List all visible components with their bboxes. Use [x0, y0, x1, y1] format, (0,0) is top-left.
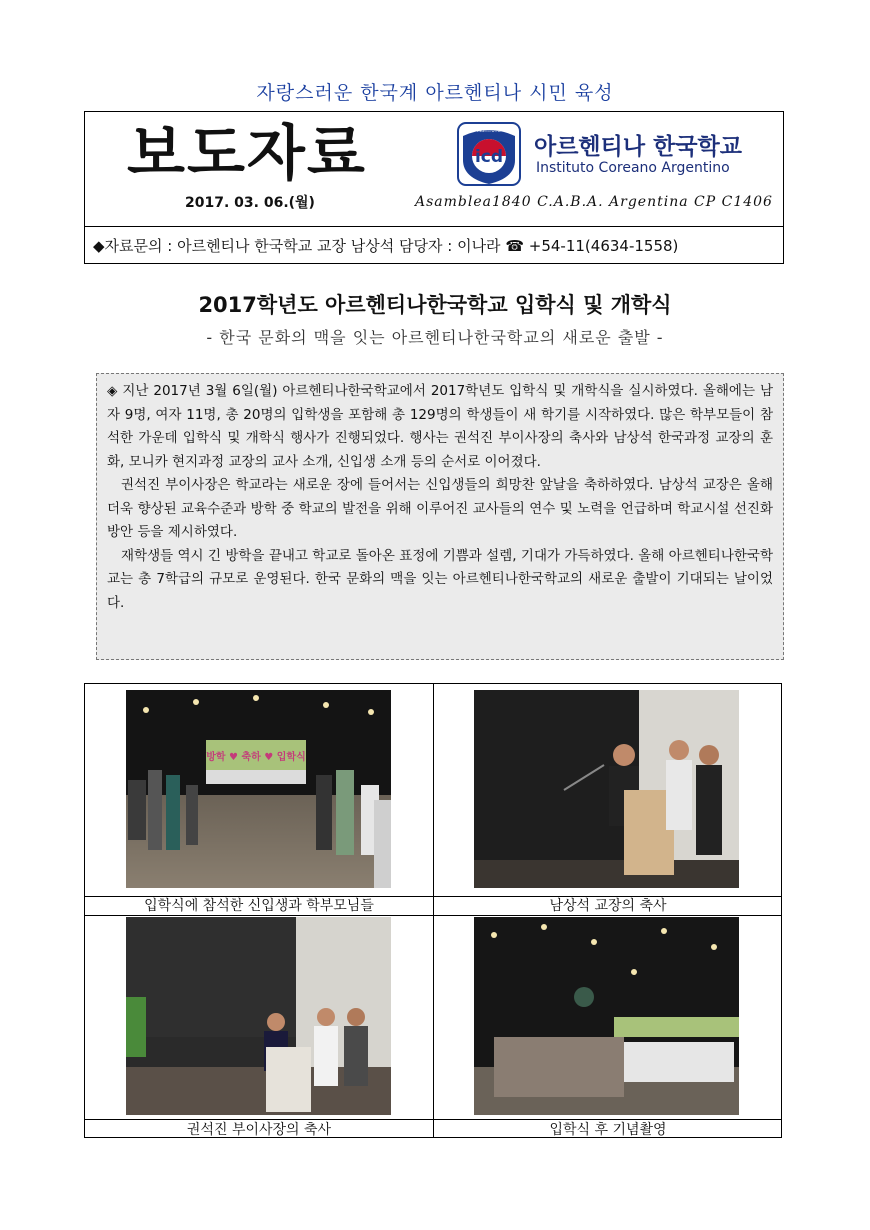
- photo-principal-speech: [474, 690, 739, 888]
- body-paragraph-2: 권석진 부이사장은 학교라는 새로운 장에 들어서는 신입생들의 희망찬 앞날을 축하하였다. 남상석 교장은 올해 더욱 향상된 교육수준과 방학 중 학교의 발전을 위해 이루어진 교사들의 연수 및 노력을 언급하며 학교시설 선진화 방안 등을 제시하였다.: [107, 477, 773, 540]
- photo-vice-chairman-speech: [126, 917, 391, 1115]
- grid-divider: [85, 915, 781, 916]
- school-address: Asamblea1840 C.A.B.A. Argentina CP C1406: [415, 194, 773, 210]
- article-body: [96, 373, 784, 660]
- photo-caption: 입학식 후 기념촬영: [549, 1122, 667, 1138]
- school-name-spanish: Instituto Coreano Argentino: [536, 160, 730, 176]
- photo-caption: 남상석 교장의 축사: [549, 898, 667, 914]
- svg-text:INSTITUTO: INSTITUTO: [477, 129, 501, 134]
- school-name-korean: 아르헨티나 한국학교: [534, 134, 742, 160]
- grid-divider: [85, 1119, 781, 1120]
- header-divider: [85, 226, 783, 227]
- article-headline: 2017학년도 아르헨티나한국학교 입학식 및 개학식: [198, 293, 672, 317]
- school-logo: [457, 122, 521, 186]
- release-date: 2017. 03. 06.(월): [185, 195, 315, 211]
- stage-banner-text: 방학 ♥ 축하 ♥ 입학식: [206, 752, 306, 763]
- contact-info: ◆자료문의 : 아르헨티나 한국학교 교장 남상석 담당자 : 이나라 ☎ +54-11(4634-1558): [93, 237, 679, 255]
- slogan: 자랑스러운 한국계 아르헨티나 시민 육성: [256, 82, 614, 104]
- photo-audience: [126, 690, 391, 888]
- photo-grid: [84, 683, 782, 1138]
- photo-group: [474, 917, 739, 1115]
- photo-caption: 권석진 부이사장의 축사: [186, 1122, 332, 1138]
- article-subheadline: - 한국 문화의 맥을 잇는 아르헨티나한국학교의 새로운 출발 -: [206, 328, 664, 347]
- press-release-header: [84, 111, 784, 264]
- photo-caption: 입학식에 참석한 신입생과 학부모님들: [144, 898, 374, 914]
- page-title: 보도자료: [127, 119, 367, 189]
- body-paragraph-3: 재학생들 역시 긴 방학을 끝내고 학교로 돌아온 표정에 기쁨과 설렘, 기대가 가득하였다. 올해 아르헨티나한국학교는 총 7학급의 규모로 운영된다. 한국 문화의 맥을 잇는 아르헨티나한국학교의 새로운 출발이 기대되는 날이었다.: [107, 547, 773, 611]
- svg-text:icd: icd: [474, 147, 504, 167]
- body-paragraph-1: ◈ 지난 2017년 3월 6일(월) 아르헨티나한국학교에서 2017학년도 입학식 및 개학식을 실시하였다. 올해에는 남자 9명, 여자 11명, 총 20명의 입학생을 포함해 총 129명의 학생들이 새 학기를 시작하였다. 많은 학부모들이 참석한 가운데 입학식 및 개학식 행사가 진행되었다. 행사는 권석진 부이사장의 축사와 남상석 한국과정 교장의 훈화, 모니카 현지과정 교장의 교사 소개, 신입생 소개 등의 순서로 이어졌다.: [107, 383, 773, 470]
